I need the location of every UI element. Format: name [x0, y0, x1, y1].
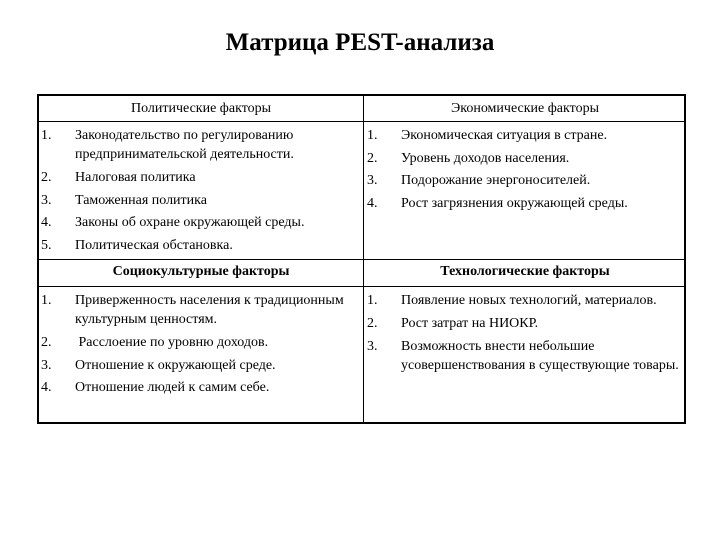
item-number: 5.: [41, 237, 52, 253]
technological-list: [367, 290, 683, 375]
pest-matrix-table: [37, 94, 686, 424]
item-number: 1.: [41, 128, 52, 143]
item-number: 2.: [367, 150, 378, 166]
item-text: Уровень доходов населения.: [401, 150, 570, 166]
header-divider-bottom: [39, 286, 684, 287]
item-text: Расслоение по уровню доходов.: [75, 335, 269, 350]
economic-list: [367, 125, 683, 215]
list-item: [367, 125, 683, 148]
row-divider: [39, 259, 684, 260]
technological-header: Технологические факторы: [440, 264, 610, 279]
item-number: 3.: [367, 338, 378, 354]
page-title: Матрица PEST-анализа: [225, 29, 495, 56]
item-text: Политическая обстановка.: [75, 237, 233, 253]
item-number: 3.: [41, 357, 52, 373]
item-number: 4.: [367, 195, 378, 211]
item-text: Таможенная политика: [75, 192, 207, 208]
list-item: [367, 148, 683, 171]
list-item: [41, 190, 359, 213]
item-text: Рост затрат на НИОКР.: [401, 316, 539, 331]
item-number: 4.: [41, 380, 52, 396]
list-item: [41, 167, 359, 190]
list-item: [367, 336, 683, 375]
item-text: Возможность внести небольшие усовершенствования в существующие товары.: [401, 338, 679, 373]
item-text: Появление новых технологий, материалов.: [401, 293, 657, 308]
list-item: [367, 193, 683, 216]
item-text: Подорожание энергоносителей.: [401, 173, 591, 189]
sociocultural-list: [41, 290, 359, 400]
sociocultural-header: Социокультурные факторы: [112, 264, 290, 279]
list-item: [367, 170, 683, 193]
header-divider-top: [39, 121, 684, 122]
item-number: 3.: [41, 192, 52, 208]
item-text: Отношение к окружающей среде.: [75, 357, 276, 373]
item-number: 2.: [41, 335, 52, 350]
item-number: 2.: [41, 170, 52, 185]
item-text: Законодательство по регулированию предпринимательской деятельности.: [75, 128, 294, 162]
list-item: [367, 290, 683, 313]
item-text: Законы об охране окружающей среды.: [75, 215, 305, 231]
item-text: Отношение людей к самим себе.: [75, 380, 270, 396]
list-item: [41, 332, 359, 355]
economic-header: Экономические факторы: [451, 101, 599, 116]
item-number: 2.: [367, 316, 378, 331]
item-text: Налоговая политика: [75, 170, 196, 185]
item-text: Рост загрязнения окружающей среды.: [401, 195, 628, 211]
list-item: [41, 235, 359, 258]
item-number: 3.: [367, 173, 378, 189]
item-number: 4.: [41, 215, 52, 231]
item-text: Приверженность населения к традиционным культурным ценностям.: [75, 293, 344, 327]
list-item: [41, 212, 359, 235]
list-item: [367, 313, 683, 336]
political-header: Политические факторы: [130, 101, 272, 116]
political-list: [41, 125, 359, 257]
list-item: [41, 290, 359, 332]
list-item: [41, 377, 359, 400]
item-number: 1.: [367, 293, 378, 308]
item-text: Экономическая ситуация в стране.: [401, 128, 608, 143]
list-item: [41, 355, 359, 378]
item-number: 1.: [41, 293, 52, 308]
item-number: 1.: [367, 128, 378, 143]
list-item: [41, 125, 359, 167]
